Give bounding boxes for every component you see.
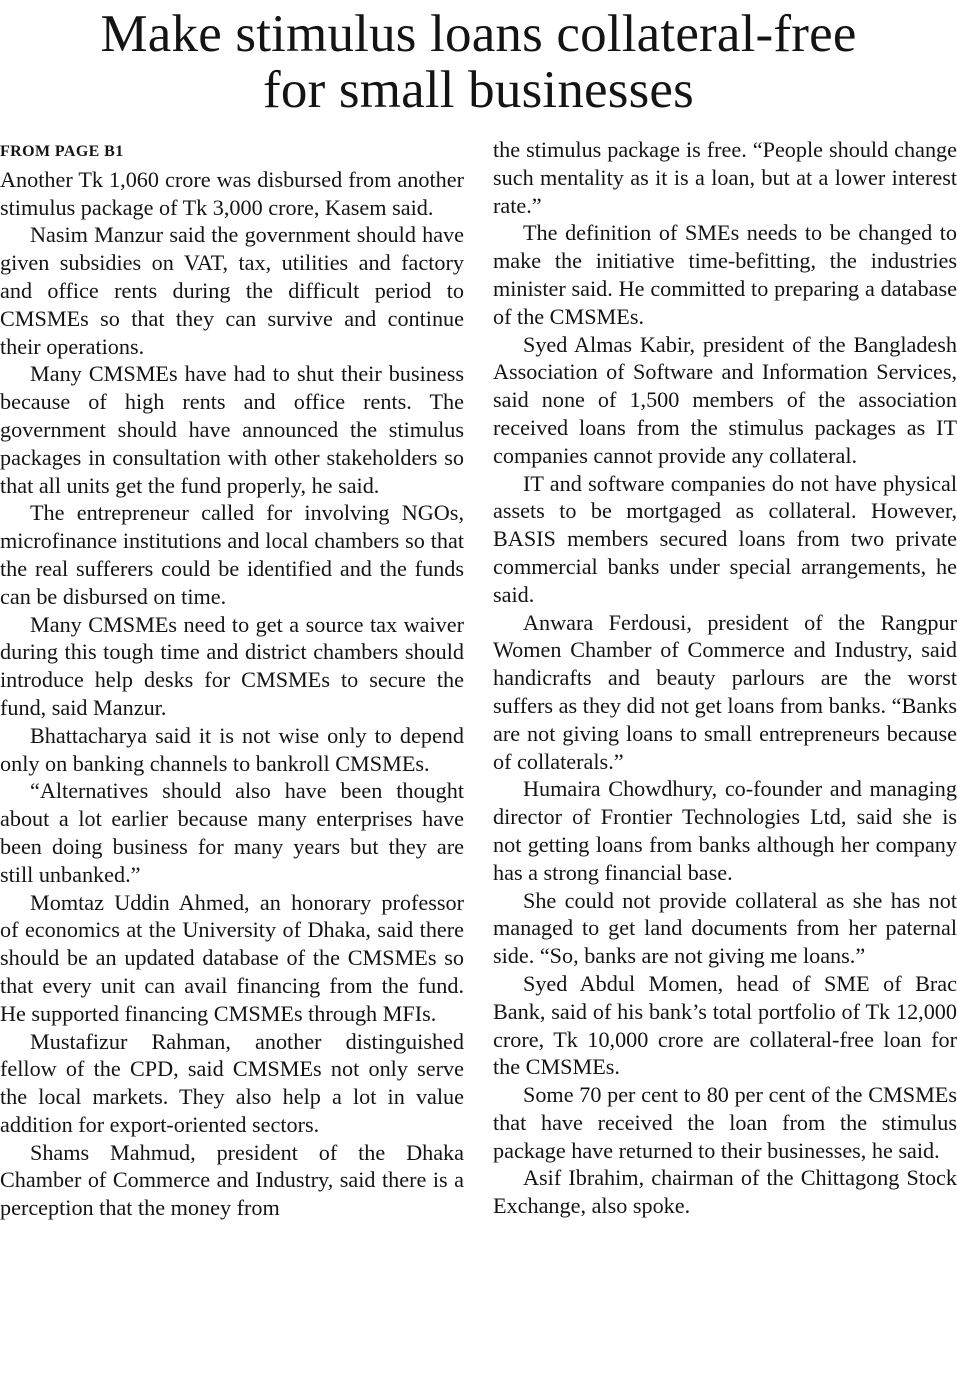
headline-line-1: Make stimulus loans collateral-free (100, 5, 857, 63)
left-column (0, 138, 464, 1222)
paragraph: The definition of SMEs needs to be changed to make the initiative time-befitting, the industries minister said. He committed to preparing a database of the CMSMEs. (493, 220, 957, 329)
paragraph: Syed Abdul Momen, head of SME of Brac Bank, said of his bank’s total portfolio of Tk 12,000 crore, Tk 10,000 crore are collateral-free loan for the CMSMEs. (493, 970, 957, 1080)
paragraph: She could not provide collateral as she has not managed to get land documents from her paternal side. “So, banks are not giving me loans.” (493, 887, 957, 969)
paragraph: “Alternatives should also have been thought about a lot earlier because many enterprises have been doing business for many years but they are still unbanked.” (0, 778, 464, 887)
paragraph: IT and software companies do not have physical assets to be mortgaged as collateral. However, BASIS members secured loans from two private commercial banks under special arrangements, he said. (493, 470, 957, 607)
paragraph: Some 70 per cent to 80 per cent of the CMSMEs that have received the loan from the stimulus package have returned to their businesses, he said. (493, 1082, 957, 1163)
paragraph: Syed Almas Kabir, president of the Bangladesh Association of Software and Information Services, said none of 1,500 members of the association received loans from the stimulus packages as IT companies cannot provide any collateral. (493, 331, 957, 468)
jump-line: FROM PAGE B1 (0, 143, 124, 160)
paragraph: Bhattacharya said it is not wise only to depend only on banking channels to bankroll CMSMEs. (0, 722, 464, 776)
paragraph: Many CMSMEs have had to shut their business because of high rents and office rents. The government should have announced the stimulus packages in consultation with other stakeholders so that all units get the fund properly, he said. (0, 361, 464, 498)
paragraph: Mustafizur Rahman, another distinguished fellow of the CPD, said CMSMEs not only serve the local markets. They also help a lot in value addition for export-oriented sectors. (0, 1028, 464, 1137)
paragraph: The entrepreneur called for involving NGOs, microfinance institutions and local chambers so that the real sufferers could be identified and the funds can be disbursed on time. (0, 500, 464, 609)
paragraph: Nasim Manzur said the government should have given subsidies on VAT, tax, utilities and factory and office rents during the difficult period to CMSMEs so that they can survive and continue their operations. (0, 222, 464, 359)
paragraph: Shams Mahmud, president of the Dhaka Chamber of Commerce and Industry, said there is a perception that the money from (0, 1139, 464, 1221)
paragraph: the stimulus package is free. “People should change such mentality as it is a loan, but at a lower interest rate.” (493, 137, 957, 218)
headline (0, 6, 957, 118)
paragraph: Asif Ibrahim, chairman of the Chittagong Stock Exchange, also spoke. (493, 1165, 957, 1219)
right-column (493, 136, 957, 1220)
paragraph: Anwara Ferdousi, president of the Rangpur Women Chamber of Commerce and Industry, said handicrafts and beauty parlours are the worst suffers as they did not get loans from banks. “Banks are not giving loans to small entrepreneurs because of collaterals.” (493, 609, 957, 774)
paragraph: Humaira Chowdhury, co-founder and managing director of Frontier Technologies Ltd, said she is not getting loans from banks although her company has a strong financial base. (493, 776, 957, 885)
paragraph: Many CMSMEs need to get a source tax waiver during this tough time and district chambers should introduce help desks for CMSMEs to secure the fund, said Manzur. (0, 611, 464, 720)
paragraph: Momtaz Uddin Ahmed, an honorary professor of economics at the University of Dhaka, said there should be an updated database of the CMSMEs so that every unit can avail financing from the fund. He supported financing CMSMEs through MFIs. (0, 889, 464, 1026)
headline-line-2: for small businesses (263, 61, 694, 119)
paragraph: Another Tk 1,060 crore was disbursed from another stimulus package of Tk 3,000 crore, Kasem said. (0, 166, 464, 220)
